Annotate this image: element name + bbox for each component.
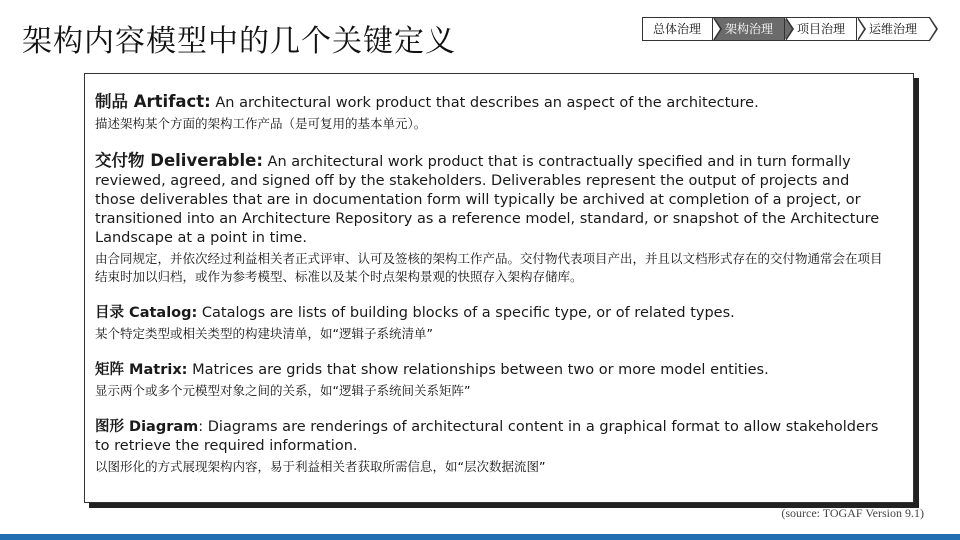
definition-en — [95, 304, 885, 323]
definition-text: Catalogs are lists of building blocks of a specific type, or of related types. — [197, 305, 735, 321]
definition-zh: 某个特定类型或相关类型的构建块清单，如“逻辑子系统清单” — [95, 326, 433, 341]
nav-step-overall-governance[interactable]: 总体治理 — [642, 17, 714, 41]
definition-term: 制品 Artifact: — [95, 92, 211, 111]
bottom-accent-bar — [0, 534, 960, 540]
definition-catalog — [95, 304, 885, 343]
definition-artifact — [95, 92, 885, 133]
definition-term: 目录 Catalog: — [95, 305, 198, 321]
source-note: (source: TOGAF Version 9.1) — [781, 506, 924, 520]
definition-zh: 描述架构某个方面的架构工作产品（是可复用的基本单元）。 — [95, 116, 427, 131]
definition-zh: 以图形化的方式展现架构内容，易于利益相关者获取所需信息，如“层次数据流图” — [95, 459, 546, 474]
definitions-list — [95, 92, 885, 494]
definition-en — [95, 92, 885, 113]
definition-text: An architectural work product that is contractually specified and in turn formally reviewed, agreed, and signed off by the stakeholders. Deliverables represent the output of projects and those deliverables that are in documentation form will typically be archived at completion of a project, or transitioned into an Architecture Repository as a reference model, standard, or snapshot of the Architecture Landscape at a point in time. — [95, 154, 880, 246]
nav-step-architecture-governance[interactable]: 架构治理 — [712, 17, 786, 41]
definition-term: 矩阵 Matrix: — [95, 362, 188, 378]
definition-deliverable — [95, 151, 885, 286]
page-title: 架构内容模型中的几个关键定义 — [22, 24, 456, 59]
definition-text: An architectural work product that describes an aspect of the architecture. — [210, 95, 759, 111]
nav-step-operations-governance[interactable]: 运维治理 — [856, 17, 930, 41]
definition-en — [95, 361, 885, 380]
definition-zh: 显示两个或多个元模型对象之间的关系，如“逻辑子系统间关系矩阵” — [95, 383, 471, 398]
definition-en — [95, 418, 885, 456]
definition-text: Matrices are grids that show relationships between two or more model entities. — [187, 362, 769, 378]
definition-zh: 由合同规定，并依次经过利益相关者正式评审、认可及签核的架构工作产品。交付物代表项目产出，并且以文档形式存在的交付物通常会在项目结束时加以归档，或作为参考模型、标准以及某个时点架构景观的快照存入架构存储库。 — [95, 251, 883, 284]
governance-breadcrumb — [642, 17, 928, 41]
definition-text: : Diagrams are renderings of architectural content in a graphical format to allow stakeholders to retrieve the required information. — [95, 419, 879, 454]
nav-step-project-governance[interactable]: 项目治理 — [784, 17, 858, 41]
definitions-card — [84, 73, 914, 503]
definition-matrix — [95, 361, 885, 400]
definition-diagram — [95, 418, 885, 476]
definition-en — [95, 151, 885, 248]
definition-term: 交付物 Deliverable: — [95, 151, 263, 170]
definition-term: 图形 Diagram — [95, 419, 199, 435]
